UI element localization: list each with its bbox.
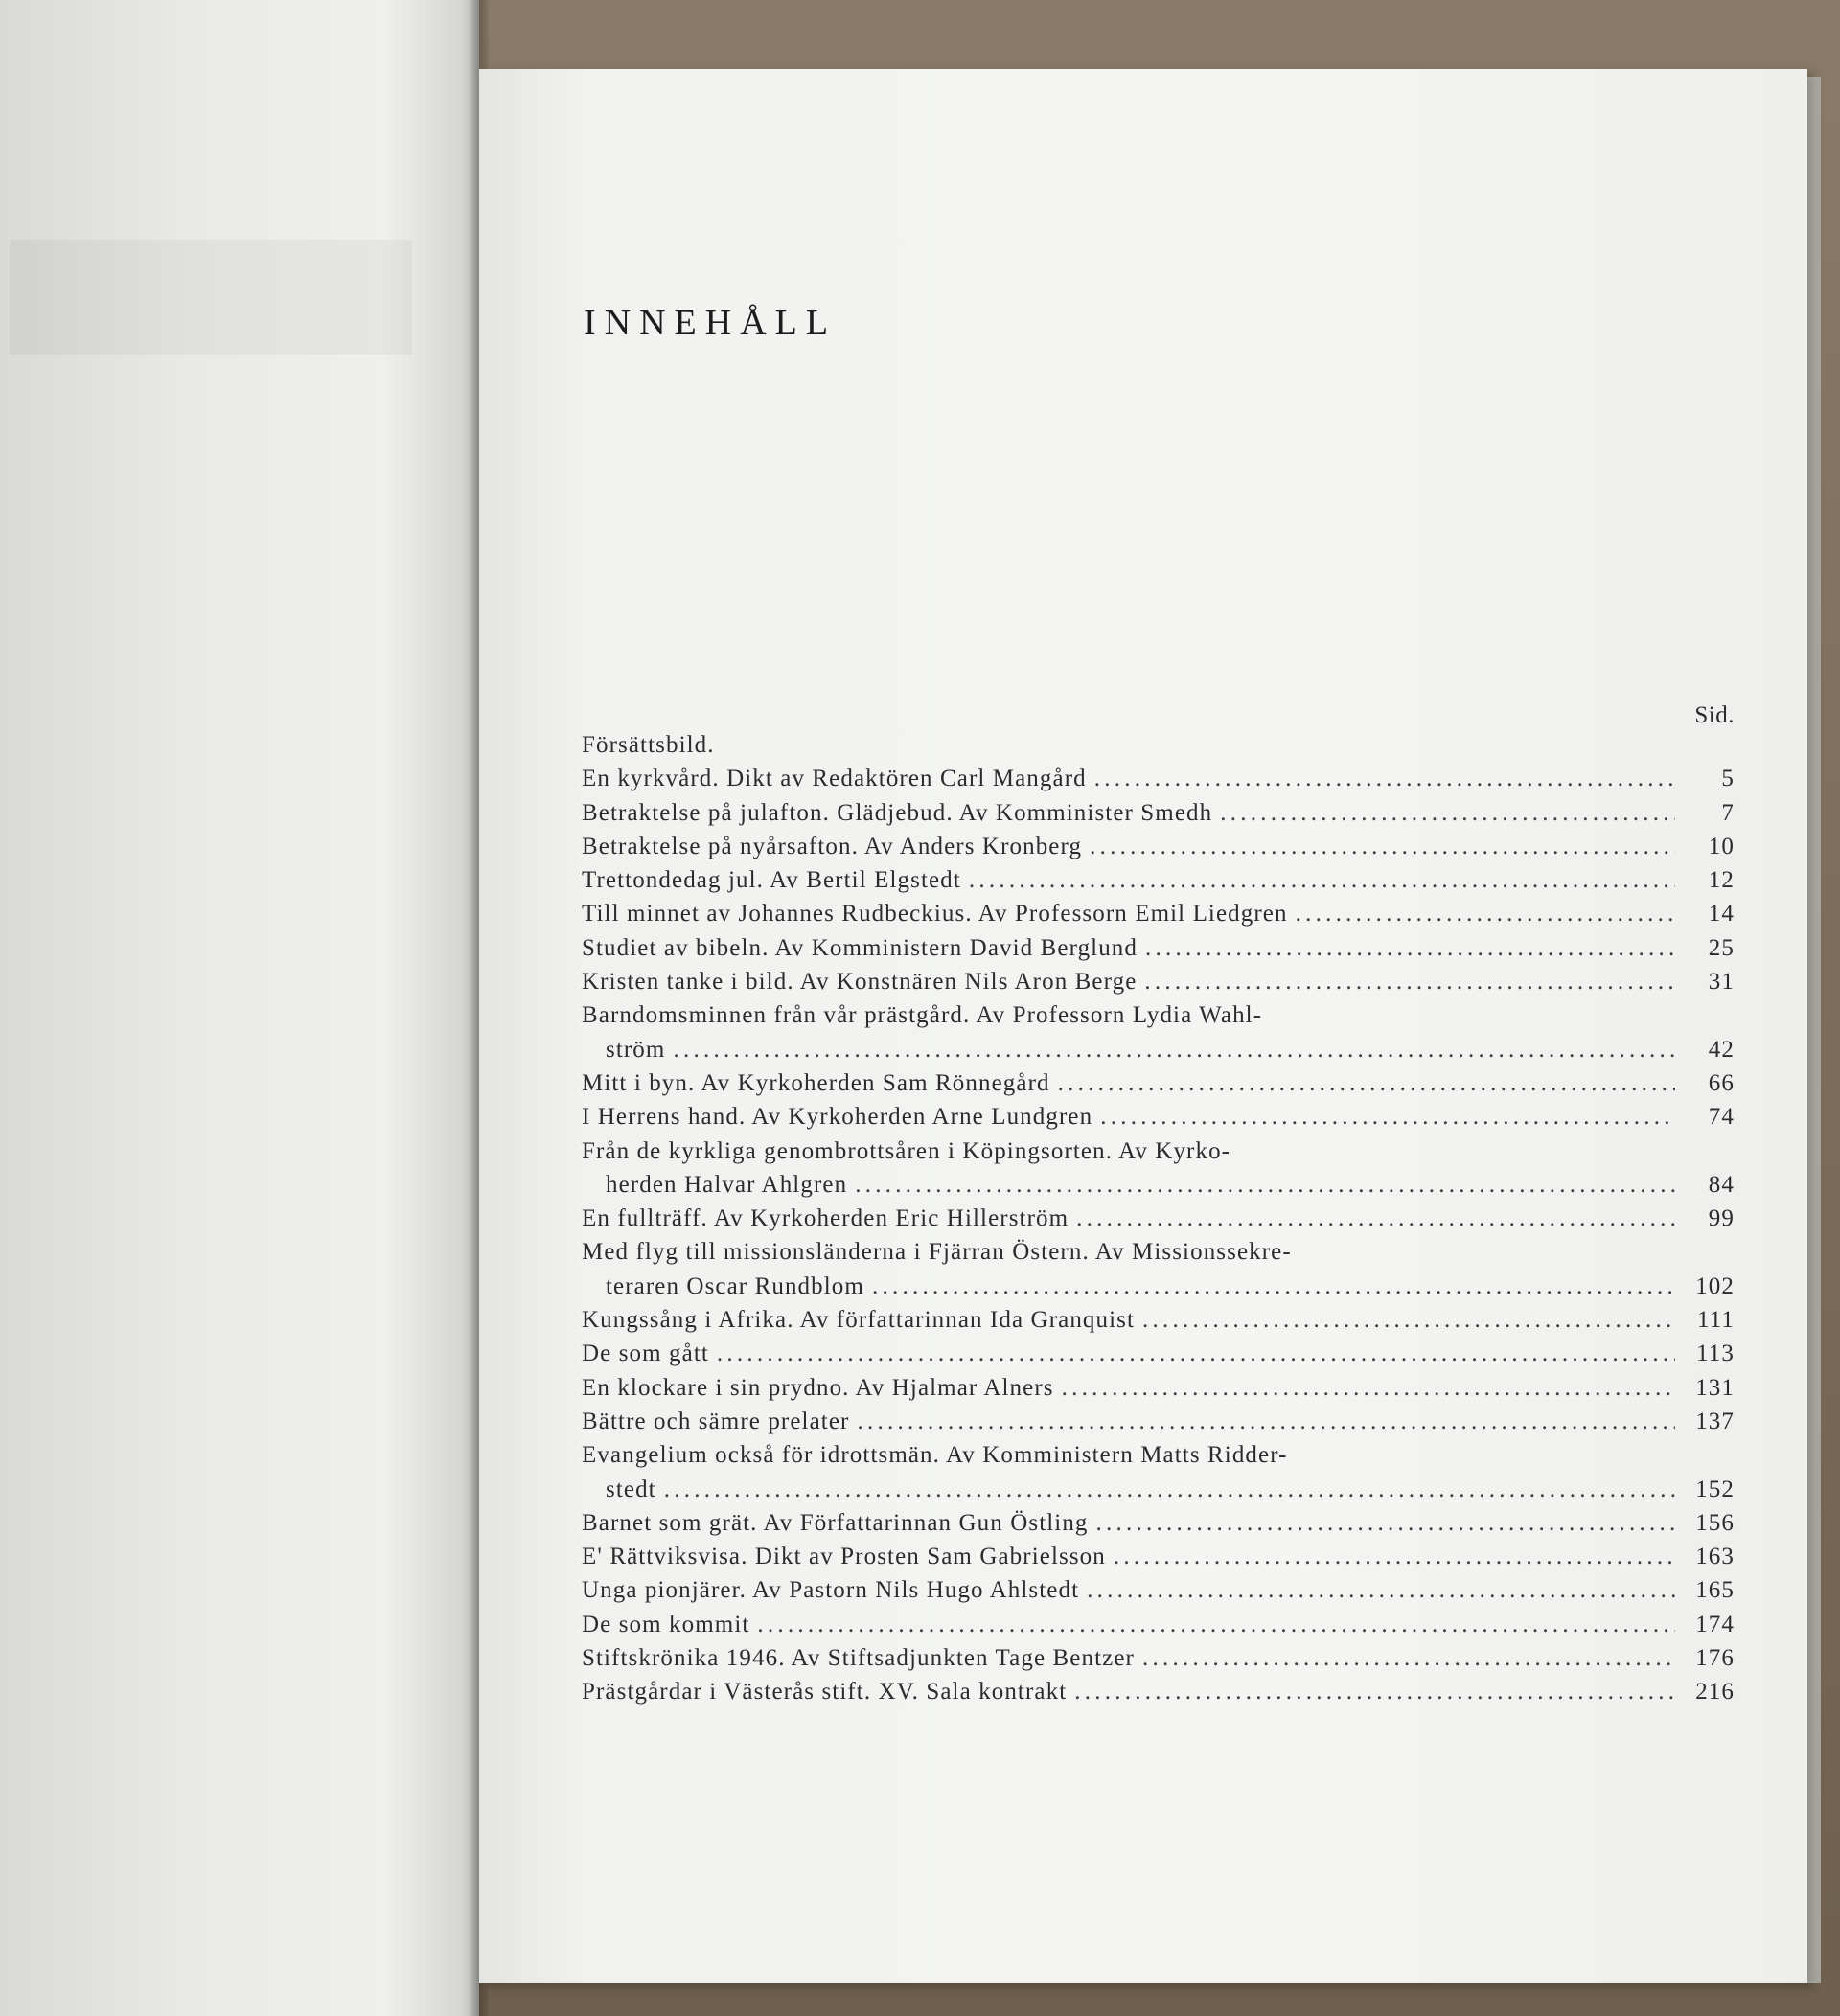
toc-entry-title: Evangelium också för idrottsmän. Av Komministern Matts Ridder- [582,1442,1288,1469]
toc-entry-title: Barnet som grät. Av Författarinnan Gun Östling [582,1509,1089,1536]
toc-entry-title: En klockare i sin prydno. Av Hjalmar Alners [582,1374,1054,1401]
dot-leader [1058,1066,1675,1100]
toc-page-number: 66 [1708,1069,1735,1096]
toc-entry-title: Stiftskrönika 1946. Av Stiftsadjunkten Tage Bentzer [582,1645,1135,1672]
toc-entry-line [582,1675,1735,1708]
toc-page-number: 176 [1695,1645,1735,1672]
dot-leader [1145,931,1675,965]
toc-entry-title: De som gått [582,1340,709,1367]
dot-leader [757,1608,1675,1641]
toc-page-number: 152 [1695,1476,1735,1502]
toc-entry [582,796,1735,830]
toc-entry-line [582,1641,1735,1675]
toc-entry-title: Prästgårdar i Västerås stift. XV. Sala kontrakt [582,1679,1068,1706]
dot-leader [1062,1371,1675,1405]
toc-page-number: 216 [1695,1679,1735,1706]
toc-entry-title: Trettondedag jul. Av Bertil Elgstedt [582,867,961,894]
toc-entry [582,762,1735,795]
toc-entry-continuation [582,1168,1735,1202]
toc-entry-title: Barndomsminnen från vår prästgård. Av Professorn Lydia Wahl- [582,1002,1263,1029]
toc-entry-title: Med flyg till missionsländerna i Fjärran Östern. Av Missionssekre- [582,1239,1292,1266]
dot-leader [857,1405,1675,1438]
dot-leader [673,1033,1675,1066]
dot-leader [855,1168,1675,1202]
dot-leader [1100,1100,1675,1134]
toc-entry [582,863,1735,897]
toc-entry-line [582,897,1735,930]
toc-page-number: 25 [1708,934,1735,961]
toc-page-number: 174 [1695,1611,1735,1638]
page-title: INNEHÅLL [584,303,838,344]
toc-entry-title: En fullträff. Av Kyrkoherden Eric Hillerström [582,1205,1070,1232]
toc-entry [582,1134,1735,1203]
toc-entry-line [582,1337,1735,1370]
dot-leader [872,1270,1675,1303]
toc-entry-line [582,830,1735,863]
toc-entry-line [582,762,1735,795]
dot-leader [1074,1675,1675,1708]
toc-entry-title: I Herrens hand. Av Kyrkoherden Arne Lundgren [582,1104,1093,1131]
toc-page-number: 137 [1695,1408,1735,1434]
toc-page-number: 131 [1695,1374,1735,1401]
toc-entry-title: Betraktelse på nyårsafton. Av Anders Kronberg [582,833,1083,859]
dot-leader [1142,1303,1675,1337]
toc-page-number: 31 [1708,969,1735,996]
toc-page-number: 163 [1695,1544,1735,1570]
dot-leader [717,1337,1675,1370]
dot-leader [969,863,1675,897]
toc-entry-title: Studiet av bibeln. Av Komministern David Berglund [582,934,1138,961]
toc-entry [582,1100,1735,1134]
dot-leader [1220,796,1675,830]
toc-entry-line [582,965,1735,998]
left-blank-page [0,0,479,2016]
toc-page-number: 84 [1708,1171,1735,1198]
toc-entry [582,1573,1735,1607]
toc-entry [582,1540,1735,1573]
toc-entry-continuation [582,1033,1735,1066]
toc-entry-continuation [582,1270,1735,1303]
toc-page-number: 165 [1695,1577,1735,1604]
toc-entry-line [582,1608,1735,1641]
toc-entry [582,1337,1735,1370]
toc-entry [582,965,1735,998]
toc-page-number: 12 [1708,867,1735,894]
dot-leader [1142,1641,1675,1675]
dot-leader [1296,897,1675,930]
dot-leader [1144,965,1675,998]
toc-entry-title: Betraktelse på julafton. Glädjebud. Av Komminister Smedh [582,799,1213,826]
toc-page-number: 5 [1721,766,1735,792]
toc-entry-title: Kungssång i Afrika. Av författarinnan Ida Granquist [582,1307,1136,1334]
toc-entry-line [582,998,1735,1032]
show-through-ghost [10,240,412,355]
toc-entry [582,1066,1735,1100]
toc-entry-line [582,931,1735,965]
toc-entry-line [582,1573,1735,1607]
dot-leader [1096,1506,1675,1540]
toc-entry [582,1303,1735,1337]
toc-entry-line [582,728,1735,762]
toc-entry-continuation [582,1473,1735,1506]
toc-page-number: 42 [1708,1036,1735,1063]
toc-entry [582,1506,1735,1540]
toc-entry-line [582,1405,1735,1438]
toc-entry-line [582,1100,1735,1134]
toc-page-number: 7 [1721,799,1735,826]
toc-entry-line [582,1540,1735,1573]
dot-leader [1087,1573,1675,1607]
page-stack-edge [1807,77,1821,1983]
toc-entry-line [582,1134,1735,1168]
toc-entry [582,1405,1735,1438]
toc-entry [582,1608,1735,1641]
toc-entry-line [582,1202,1735,1235]
toc-entry [582,1371,1735,1405]
toc-entry-line [582,1066,1735,1100]
toc-entry-line [582,1235,1735,1269]
dot-leader [664,1473,1675,1506]
toc-entry [582,830,1735,863]
dot-leader [1094,762,1675,795]
toc-entry [582,1235,1735,1303]
toc-entry-line [582,796,1735,830]
toc-entry-title: Från de kyrkliga genombrottsåren i Köpingsorten. Av Kyrko- [582,1137,1231,1164]
toc-entry-line [582,1438,1735,1472]
toc-entry-title: Till minnet av Johannes Rudbeckius. Av Professorn Emil Liedgren [582,901,1288,928]
page-number-column-header: Sid. [1694,702,1735,728]
toc-page-number: 14 [1708,901,1735,928]
dot-leader [1076,1202,1675,1235]
toc-entry-title: Försättsbild. [582,732,715,758]
toc-entry [582,931,1735,965]
toc-entry [582,728,1735,762]
toc-page-number: 111 [1697,1307,1735,1334]
toc-page-number: 74 [1708,1104,1735,1131]
contents-page [479,69,1807,1983]
toc-entry-title: Kristen tanke i bild. Av Konstnären Nils Aron Berge [582,969,1138,996]
toc-entry [582,998,1735,1066]
toc-entry-title: E' Rättviksvisa. Dikt av Prosten Sam Gabrielsson [582,1544,1106,1570]
toc-entry-line [582,863,1735,897]
toc-entry [582,1641,1735,1675]
dot-leader [1090,830,1675,863]
toc-entry [582,897,1735,930]
toc-entry-line [582,1303,1735,1337]
toc-entry-title: De som kommit [582,1611,750,1638]
toc-entry [582,1675,1735,1708]
table-of-contents [582,728,1735,1709]
toc-page-number: 102 [1695,1272,1735,1299]
toc-entry-title: herden Halvar Ahlgren [606,1171,848,1198]
toc-entry-title: teraren Oscar Rundblom [606,1272,864,1299]
toc-page-number: 10 [1708,833,1735,859]
toc-entry-title: stedt [606,1476,656,1502]
toc-entry-title: ström [606,1036,666,1063]
toc-page-number: 113 [1696,1340,1735,1367]
toc-page-number: 99 [1708,1205,1735,1232]
toc-entry-title: Mitt i byn. Av Kyrkoherden Sam Rönnegård [582,1069,1050,1096]
toc-entry-title: Bättre och sämre prelater [582,1408,850,1434]
toc-page-number: 156 [1695,1509,1735,1536]
toc-entry [582,1438,1735,1506]
toc-entry [582,1202,1735,1235]
toc-entry-title: Unga pionjärer. Av Pastorn Nils Hugo Ahlstedt [582,1577,1080,1604]
dot-leader [1114,1540,1675,1573]
toc-entry-line [582,1506,1735,1540]
toc-entry-line [582,1371,1735,1405]
toc-entry-title: En kyrkvård. Dikt av Redaktören Carl Mangård [582,766,1087,792]
